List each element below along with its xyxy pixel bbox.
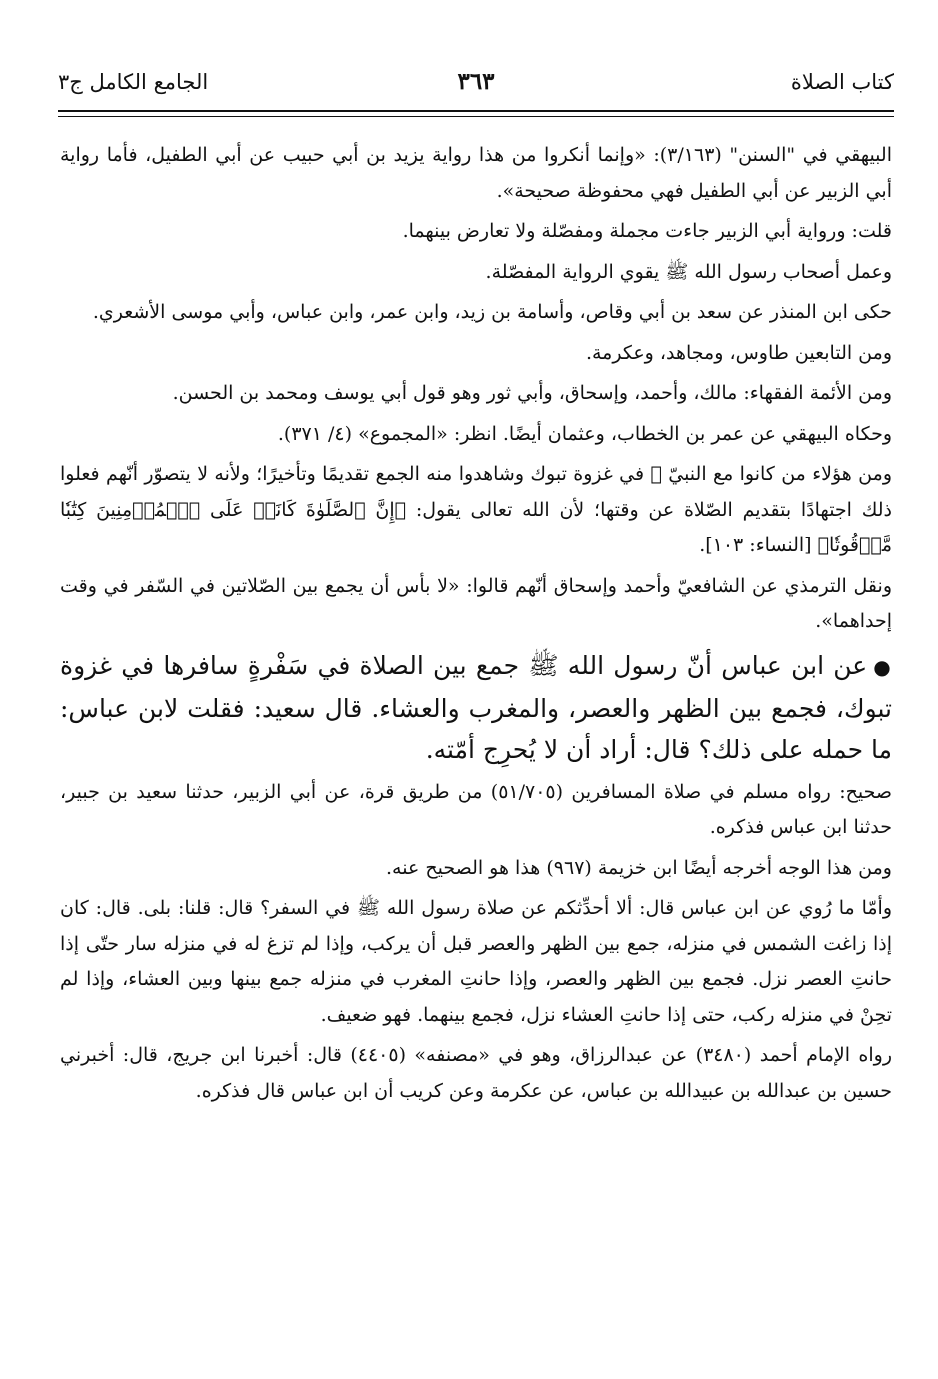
paragraph: وعمل أصحاب رسول الله ﷺ يقوي الرواية المفصّلة. — [485, 260, 892, 283]
paragraph: صحيح: رواه مسلم في صلاة المسافرين (٥١/٧٠٥) من طريق قرة، عن أبي الزبير، حدثنا سعيد بن جبير، حدثنا ابن عباس فذكره. — [60, 780, 892, 838]
page-body — [60, 138, 892, 1109]
paragraph: ومن هؤلاء من كانوا مع النبيّ ﷺ في غزوة تبوك وشاهدوا منه الجمع تقديمًا وتأخيرًا؛ ولأنه لا يتصوّر أنّهم فعلوا ذلك اجتهادًا بتقديم الصّلاة عن وقتها؛ لأن الله تعالى يقول: ﴿إِنَّ ٱلصَّلَوٰةَ كَانَتۡ عَلَى ٱلۡمُؤۡمِنِينَ كِتَٰبٗا مَّوۡقُوتٗا﴾ [النساء: ١٠٣]. — [60, 463, 892, 556]
paragraph: قلت: ورواية أبي الزبير جاءت مجملة ومفصّلة ولا تعارض بينهما. — [402, 220, 892, 242]
paragraph: ومن هذا الوجه أخرجه أيضًا ابن خزيمة (٩٦٧) هذا هو الصحيح عنه. — [386, 856, 892, 879]
paragraph: ومن التابعين طاوس، ومجاهد، وعكرمة. — [585, 341, 892, 364]
hadith-text-block — [60, 645, 892, 770]
page-header — [58, 62, 894, 106]
bullet-icon: ● — [873, 654, 893, 679]
header-rule-thin — [58, 116, 894, 117]
paragraph: وحكاه البيهقي عن عمر بن الخطاب، وعثمان أيضًا. انظر: «المجموع» (٤/ ٣٧١). — [277, 422, 892, 445]
volume-title: الجامع الكامل ج٣ — [58, 70, 209, 94]
paragraph: وأمّا ما رُوي عن ابن عباس قال: ألا أحدِّثكم عن صلاة رسول الله ﷺ في السفر؟ قال: قلنا: بلى. قال: كان إذا زاغت الشمس في منزله، جمع بين الظهر والعصر قبل أن يركب، وإذا لم تزغ له في منزله سار حتّى إذا حانتِ العصر نزل. فجمع بين الظهر والعصر، وإذا حانتِ المغرب في منزله جمع بينها وبين العشاء، وإذا لم تحِنْ في منزله ركب، حتى إذا حانتِ العشاء نزل، فجمع بينهما. فهو ضعيف. — [60, 897, 892, 1026]
paragraph: ومن الأئمة الفقهاء: مالك، وأحمد، وإسحاق، وأبي ثور وهو قول أبي يوسف ومحمد بن الحسن. — [172, 382, 892, 404]
header-rule-thick — [58, 110, 894, 112]
hadith-text: عن ابن عباس أنّ رسول الله ﷺ جمع بين الصلاة في سَفْرةٍ سافرها في غزوة تبوك، فجمع بين الظهر والعصر، والمغرب والعشاء. قال سعيد: فقلت لابن عباس: ما حمله على ذلك؟ قال: أراد أن لا يُحرِج أمّته. — [60, 650, 892, 764]
page-number: ٣٦٣ — [457, 68, 495, 95]
paragraph: البيهقي في "السنن" (٣/١٦٣): «وإنما أنكروا من هذا رواية يزيد بن أبي حبيب عن أبي الطفيل، فأما رواية أبي الزبير عن أبي الطفيل فهي محفوظة صحيحة». — [60, 144, 892, 202]
paragraph: ونقل الترمذي عن الشافعيّ وأحمد وإسحاق أنّهم قالوا: «لا بأس أن يجمع بين الصّلاتين في السّفر في وقت إحداهما». — [60, 574, 892, 632]
paragraph: حكى ابن المنذر عن سعد بن أبي وقاص، وأسامة بن زيد، وابن عمر، وابن عباس، وأبي موسى الأشعري. — [92, 301, 892, 323]
paragraph: رواه الإمام أحمد (٣٤٨٠) عن عبدالرزاق، وهو في «مصنفه» (٤٤٠٥) قال: أخبرنا ابن جريج، قال: أخبرني حسين بن عبدالله بن عبيدالله بن عباس، عن عكرمة وعن كريب أن ابن عباس قال فذكره. — [60, 1044, 892, 1102]
book-title: كتاب الصلاة — [790, 70, 894, 94]
